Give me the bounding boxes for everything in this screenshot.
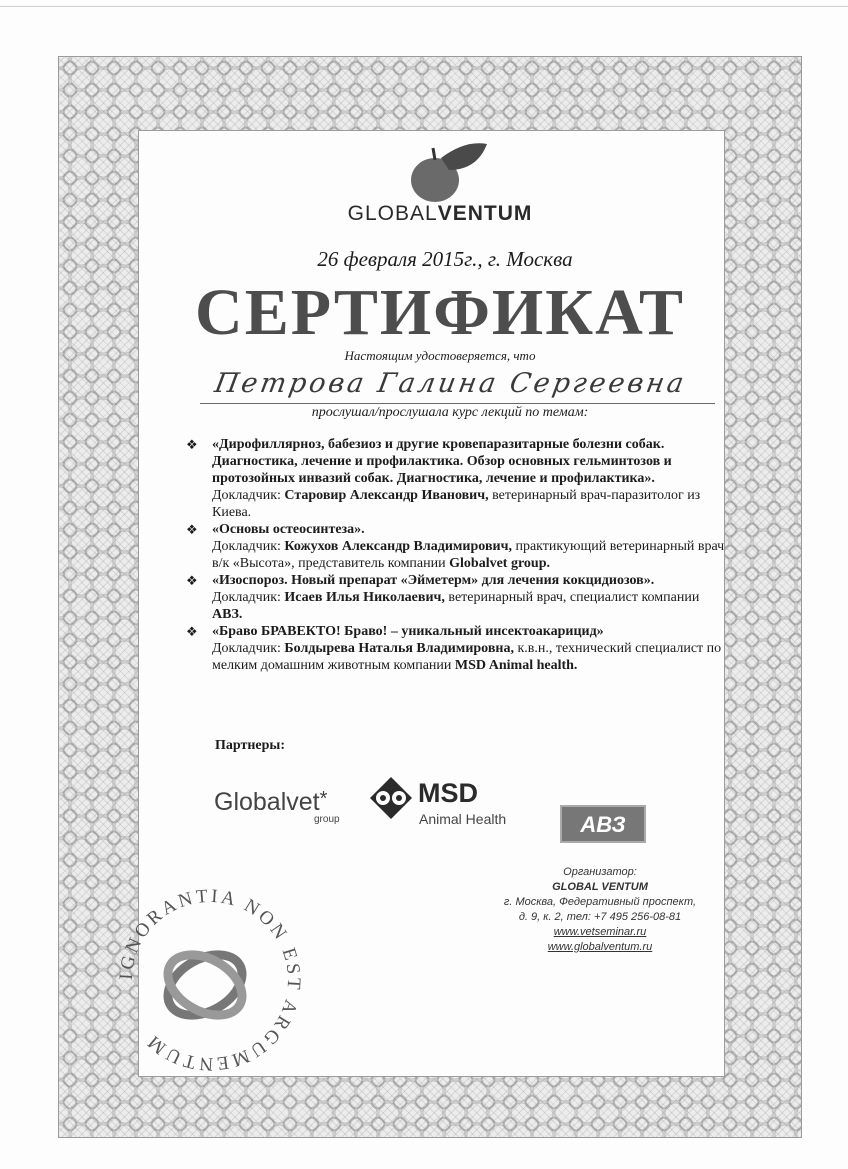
certificate-title: СЕРТИФИКАТ: [195, 276, 685, 349]
topic-speaker: Докладчик: Старовир Александр Иванович, ветеринарный врач-паразитолог из Киева.: [212, 488, 701, 520]
topic-item: [186, 572, 726, 623]
name-underline: [200, 403, 715, 404]
diamond-bullet-icon: ❖: [186, 624, 198, 639]
topic-list: [186, 436, 726, 674]
organizer-address-1: г. Москва, Федеративный проспект,: [503, 896, 697, 908]
topic-title: «Дирофиллярноз, бабезиоз и другие кровепаразитарные болезни собак. Диагностика, лечение и профилактика. Обзор основных гельминтозов и протозойных инвазий собак. Диагностика, лечение и профилактика».: [212, 437, 672, 486]
diamond-bullet-icon: ❖: [186, 573, 198, 588]
organizer-site-2[interactable]: www.globalventum.ru: [547, 941, 653, 953]
topic-title: «Браво БРАВЕКТО! Браво! – уникальный инсектоакарицид»: [212, 624, 604, 639]
topic-speaker: Докладчик: Исаев Илья Николаевич, ветеринарный врач, специалист компании АВЗ.: [212, 590, 700, 622]
msd-logo-sub: Animal Health: [419, 811, 507, 827]
avz-logo: АВЗ: [560, 805, 646, 843]
partners-label: Партнеры:: [215, 738, 286, 753]
topic-title: «Основы остеосинтеза».: [212, 522, 365, 537]
globalvet-logo: Globalvet* group: [214, 788, 340, 825]
topic-item: [186, 623, 726, 674]
msd-logo-icon: [368, 775, 414, 821]
diamond-bullet-icon: ❖: [186, 522, 198, 537]
organizer-site-1[interactable]: www.vetseminar.ru: [553, 926, 647, 938]
brand-title: GLOBALVENTUM: [347, 202, 533, 225]
topic-speaker: Докладчик: Кожухов Александр Владимирович, практикующий ветеринарный врач в/к «Высота», представитель компании Globalvet group.: [212, 539, 725, 571]
apple-logo-icon: [405, 140, 495, 206]
topic-title: «Изоспороз. Новый препарат «Эйметерм» для лечения кокцидиозов».: [212, 573, 655, 588]
topic-item: [186, 436, 726, 521]
diamond-bullet-icon: ❖: [186, 437, 198, 452]
topic-item: [186, 521, 726, 572]
organizer-label: Организатор:: [563, 866, 637, 878]
globalvet-star: *: [319, 788, 328, 810]
certify-text: Настоящим удостоверяется, что: [344, 348, 536, 363]
msd-logo-text: MSD: [418, 778, 478, 808]
topic-speaker: Докладчик: Болдырева Наталья Владимировна, к.в.н., технический специалист по мелким домашним животным компании MSD Animal health.: [212, 641, 722, 673]
recipient-name: Петрова Галина Сергеевна: [212, 368, 689, 399]
organizer-block: [455, 865, 745, 955]
organizer-name: GLOBAL VENTUM: [552, 881, 648, 893]
seal-text: IGNORANTIA NON EST ARGUMENTUM: [115, 885, 305, 1075]
seal-emblem: [110, 880, 310, 1080]
date-place: 26 февраля 2015г., г. Москва: [317, 247, 573, 271]
svg-text:IGNORANTIA NON EST ARGUMENTUM: [116, 886, 304, 1075]
scan-edge-line: [0, 6, 848, 7]
globalvet-sub: group: [314, 814, 340, 825]
organizer-address-2: д. 9, к. 2, тел: +7 495 256-08-81: [518, 911, 682, 923]
attended-text: прослушал/прослушала курс лекций по темам:: [311, 405, 589, 420]
